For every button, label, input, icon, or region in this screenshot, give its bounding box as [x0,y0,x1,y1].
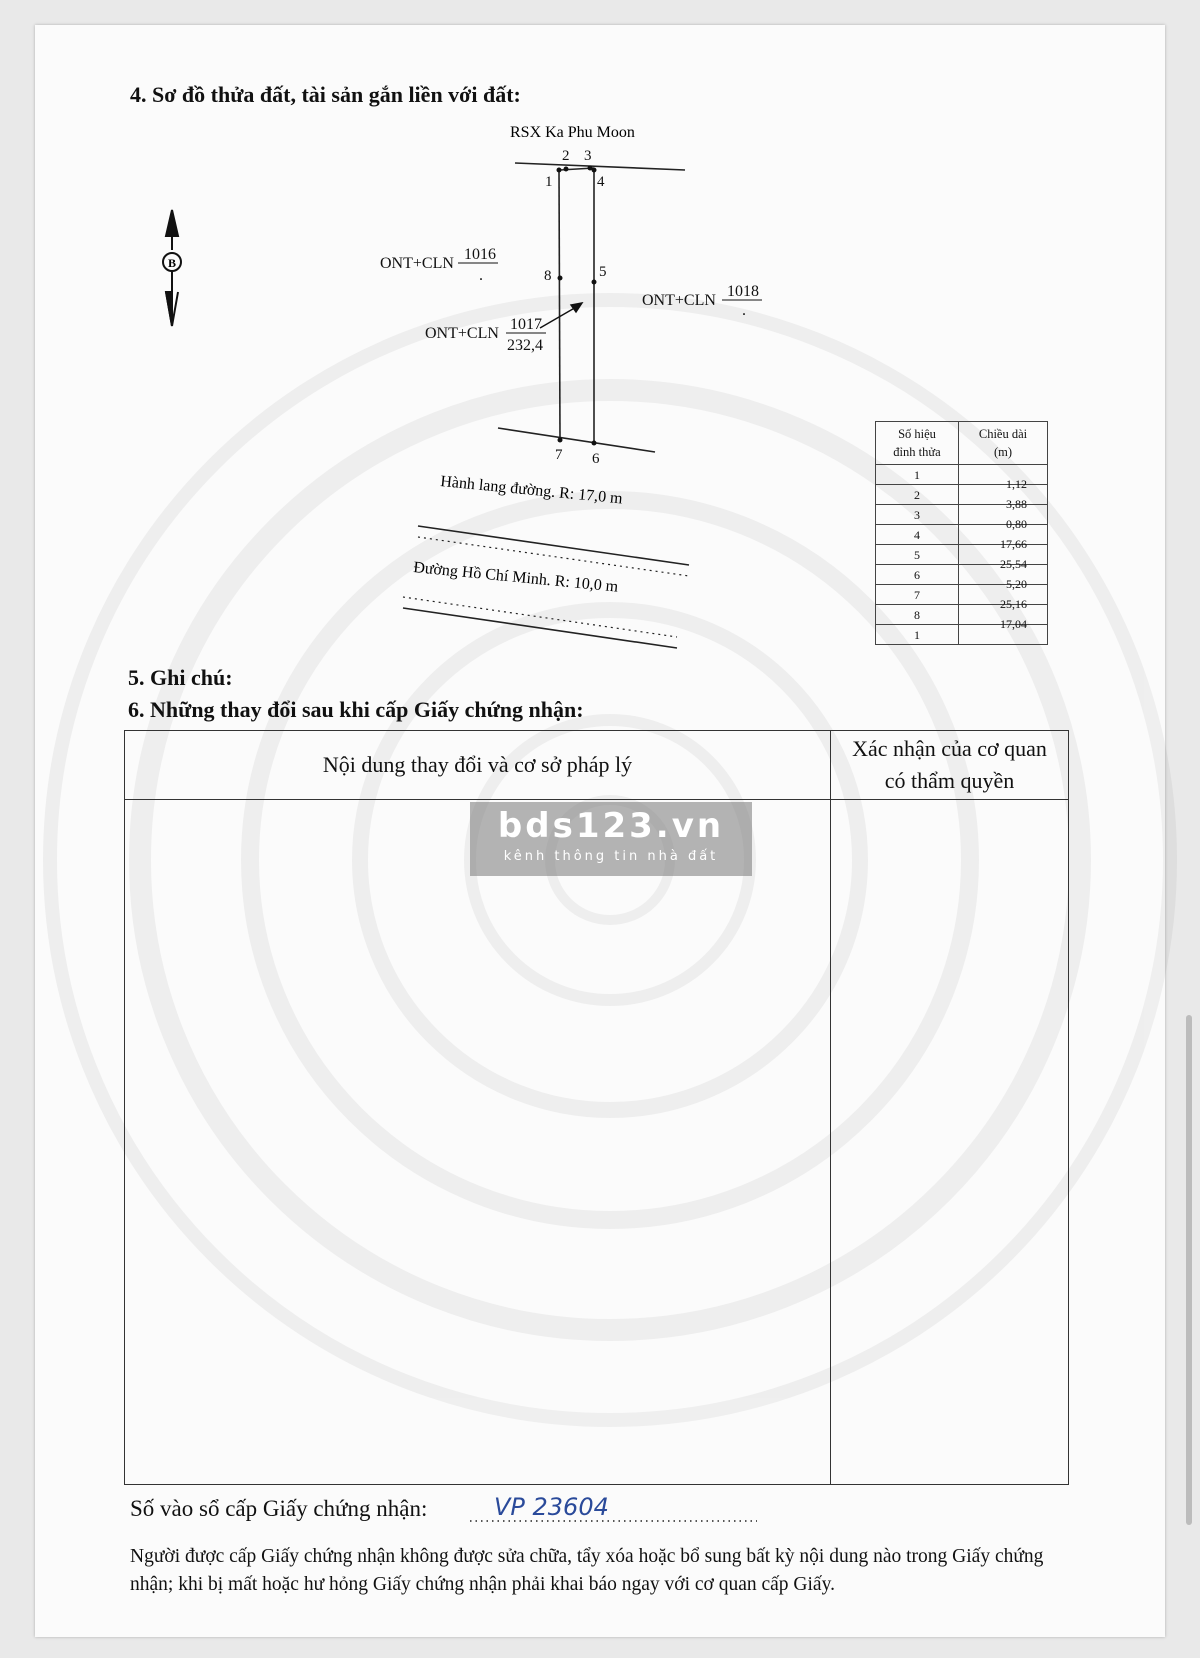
column-header-confirm-line2: có thẩm quyền [884,768,1015,793]
vertex-length-table [875,421,1048,645]
watermark-tagline: kênh thông tin nhà đất [503,849,719,864]
registration-number: VP 23604 [494,1493,609,1521]
vertex-id: 1 [876,625,959,645]
table-row [876,625,1048,645]
parcel-1018-number: 1018 [727,283,759,300]
parcel-1016-sub: . [479,267,483,284]
vertex-label-4: 4 [597,174,605,190]
parcel-1018-sub: . [742,302,746,319]
parcel-1016-type: ONT+CLN [380,255,454,272]
vertex-label-5: 5 [599,264,607,280]
edge-length: 25,16 [959,594,1048,614]
table-row [876,465,1048,485]
changes-content-cell[interactable] [125,800,831,1485]
vertex-table-header-len-1: Chiều dài [978,427,1028,441]
vertex-label-8: 8 [544,268,552,284]
edge-length: 0,80 [959,514,1048,534]
vertex-id: 1 [876,465,959,485]
north-letter: B [167,256,177,270]
edge-length: 3,88 [959,494,1048,514]
edge-length: 17,66 [959,534,1048,554]
vertex-label-6: 6 [592,451,600,467]
column-header-content: Nội dung thay đổi và cơ sở pháp lý [125,731,831,800]
column-header-confirm-line1: Xác nhận của cơ quan [852,736,1047,761]
vertex-id: 8 [876,605,959,625]
vertex-table-header-id-1: Số hiệu [898,427,936,441]
parcel-1017-type: ONT+CLN [425,325,499,342]
vertex-label-2: 2 [562,148,570,164]
vertex-label-1: 1 [545,174,553,190]
edge-length: 1,12 [959,474,1048,494]
parcel-1018-type: ONT+CLN [642,292,716,309]
vertex-id: 2 [876,485,959,505]
road-name-label: Đường Hồ Chí Minh. R: 10,0 m [412,559,619,596]
vertex-table-header-id-2: đỉnh thửa [893,445,941,459]
watermark-badge [470,802,752,876]
changes-confirm-cell[interactable] [831,800,1069,1485]
edge-length: 17,04 [959,614,1048,634]
registration-label: Số vào sổ cấp Giấy chứng nhận: [130,1496,428,1521]
section4-title: 4. Sơ đồ thửa đất, tài sản gắn liền với đất: [130,82,521,107]
vertex-label-7: 7 [555,447,563,463]
vertex-label-3: 3 [584,148,592,164]
parcel-1017-number: 1017 [510,316,542,333]
edge-length: 25,54 [959,554,1048,574]
vertex-id: 6 [876,565,959,585]
road-corridor-label: Hành lang đường. R: 17,0 m [439,473,624,508]
vertex-id: 3 [876,505,959,525]
scrollbar[interactable] [1186,1015,1192,1525]
watermark-brand: bds123.vn [497,806,725,846]
section5-title: 5. Ghi chú: [128,665,233,690]
parcel-1016-number: 1016 [464,246,496,263]
edge-length: 5,20 [959,574,1048,594]
footer-note: Người được cấp Giấy chứng nhận không được sửa chữa, tẩy xóa hoặc bổ sung bất kỳ nội dung nào trong Giấy chứng nhận; khi bị mất hoặc hư hỏng Giấy chứng nhận phải khai báo ngay với cơ quan cấp Giấy. [130,1546,1044,1595]
parcel-1017-area: 232,4 [507,337,543,354]
top-boundary-label: RSX Ka Phu Moon [510,124,635,141]
section6-title: 6. Những thay đổi sau khi cấp Giấy chứng nhận: [128,697,584,722]
vertex-id: 7 [876,585,959,605]
vertex-id: 5 [876,545,959,565]
vertex-id: 4 [876,525,959,545]
edge-length [959,625,1048,645]
vertex-table-header-len-2: (m) [993,445,1013,459]
